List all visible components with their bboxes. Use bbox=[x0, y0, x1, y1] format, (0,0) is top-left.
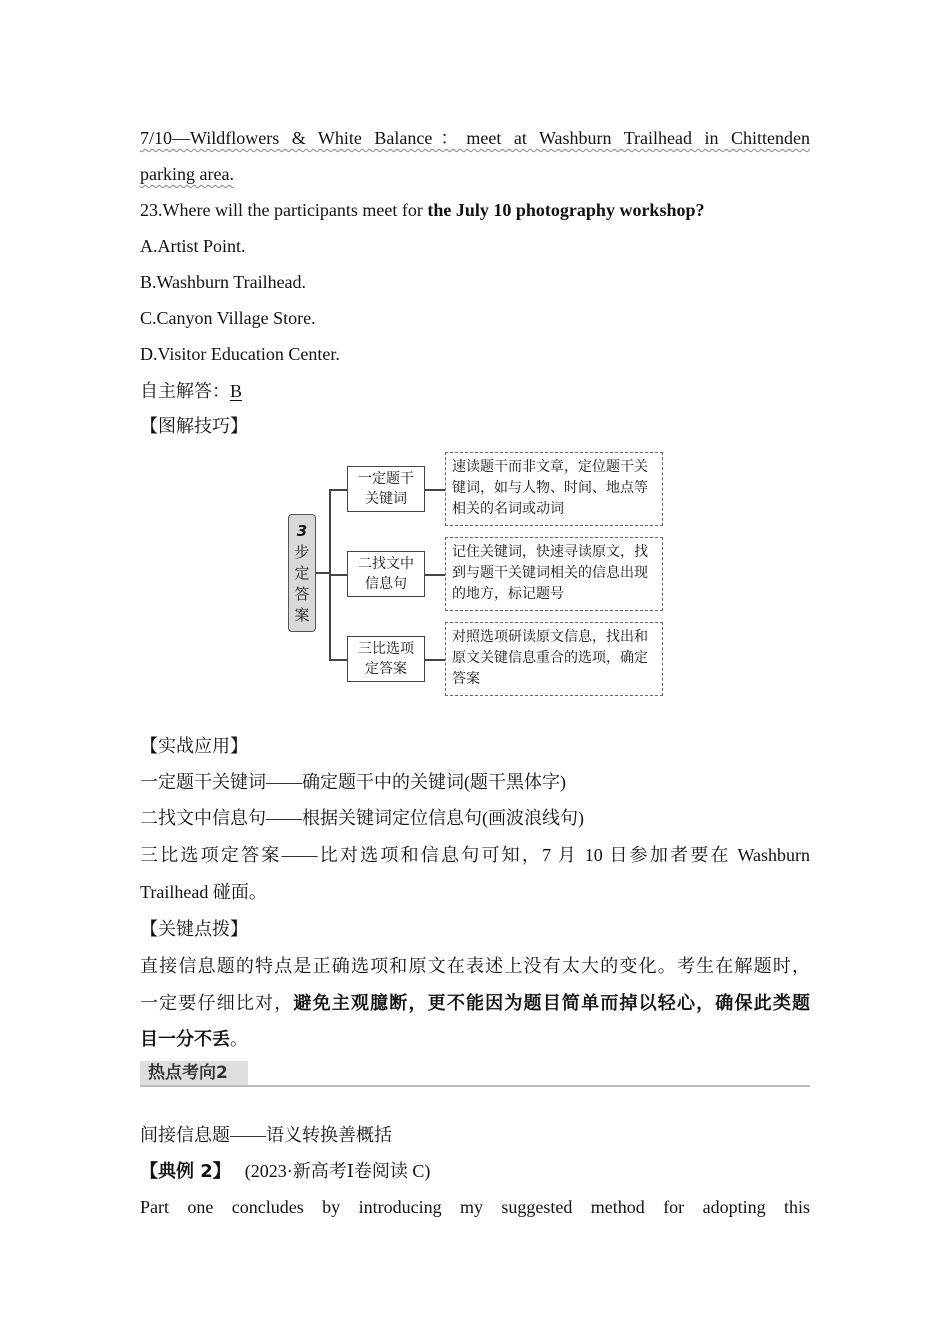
application-2: 二找文中信息句——根据关键词定位信息句(画波浪线句) bbox=[140, 808, 584, 829]
diagram-connector bbox=[425, 574, 445, 576]
diagram-connector bbox=[315, 572, 329, 574]
step-1-description: 速读题干而非文章，定位题干关键词，如与人物、时间、地点等相关的名词或动词 bbox=[445, 452, 663, 526]
option-d: D.Visitor Education Center. bbox=[140, 344, 340, 364]
diagram-vertical-label: 3 步 定 答 案 bbox=[288, 514, 316, 632]
answer-line: 自主解答：B bbox=[140, 381, 243, 402]
section-shizhan: 【实战应用】 bbox=[140, 736, 248, 757]
three-step-diagram bbox=[285, 450, 670, 702]
option-a: A.Artist Point. bbox=[140, 236, 246, 256]
step-1-box: 一定题干 关键词 bbox=[347, 466, 425, 512]
application-3-cont: Trailhead 碰面。 bbox=[140, 882, 267, 902]
example-line: 【典例 2】 (2023·新高考Ⅰ卷阅读 C) bbox=[140, 1161, 431, 1182]
step-2-box: 二找文中 信息句 bbox=[347, 551, 425, 597]
application-3: 三比选项定答案——比对选项和信息句可知，7 月 10 日参加者要在 Washburn bbox=[140, 845, 810, 866]
section-guanjian: 【关键点拨】 bbox=[140, 919, 248, 940]
hot-topic-heading: 热点考向2 bbox=[140, 1061, 248, 1085]
option-c: C.Canyon Village Store. bbox=[140, 308, 316, 328]
passage-line-2: parking area. bbox=[140, 164, 234, 184]
step-3-description: 对照选项研读原文信息，找出和原文关键信息重合的选项，确定答案 bbox=[445, 622, 663, 696]
keypoint-line-1: 直接信息题的特点是正确选项和原文在表述上没有太大的变化。考生在解题时， bbox=[140, 956, 810, 976]
diagram-connector bbox=[425, 489, 445, 491]
diagram-connector bbox=[329, 659, 347, 661]
section-tujie: 【图解技巧】 bbox=[140, 416, 248, 437]
step-3-box: 三比选项 定答案 bbox=[347, 636, 425, 682]
step-2-description: 记住关键词，快速寻读原文，找到与题干关键词相关的信息出现的地方，标记题号 bbox=[445, 537, 663, 611]
example-passage-start: Part one concludes by introducing my suggested method for adopting this bbox=[140, 1197, 810, 1217]
application-1: 一定题干关键词——确定题干中的关键词(题干黑体字) bbox=[140, 772, 566, 793]
hot-subtitle: 间接信息题——语义转换善概括 bbox=[140, 1125, 392, 1145]
passage-line-1: 7/10—Wildflowers & White Balance：meet at Washburn Trailhead in Chittenden bbox=[140, 128, 810, 148]
option-b: B.Washburn Trailhead. bbox=[140, 272, 307, 292]
diagram-connector bbox=[425, 659, 445, 661]
hot-topic-rule bbox=[140, 1085, 810, 1087]
diagram-connector bbox=[329, 489, 347, 491]
question-stem: 23.Where will the participants meet for the July 10 photography workshop? bbox=[140, 200, 705, 220]
keypoint-line-3: 目一分不丢。 bbox=[140, 1029, 248, 1050]
diagram-connector bbox=[329, 574, 347, 576]
keypoint-line-2: 一定要仔细比对，避免主观臆断，更不能因为题目简单而掉以轻心，确保此类题 bbox=[140, 993, 811, 1014]
